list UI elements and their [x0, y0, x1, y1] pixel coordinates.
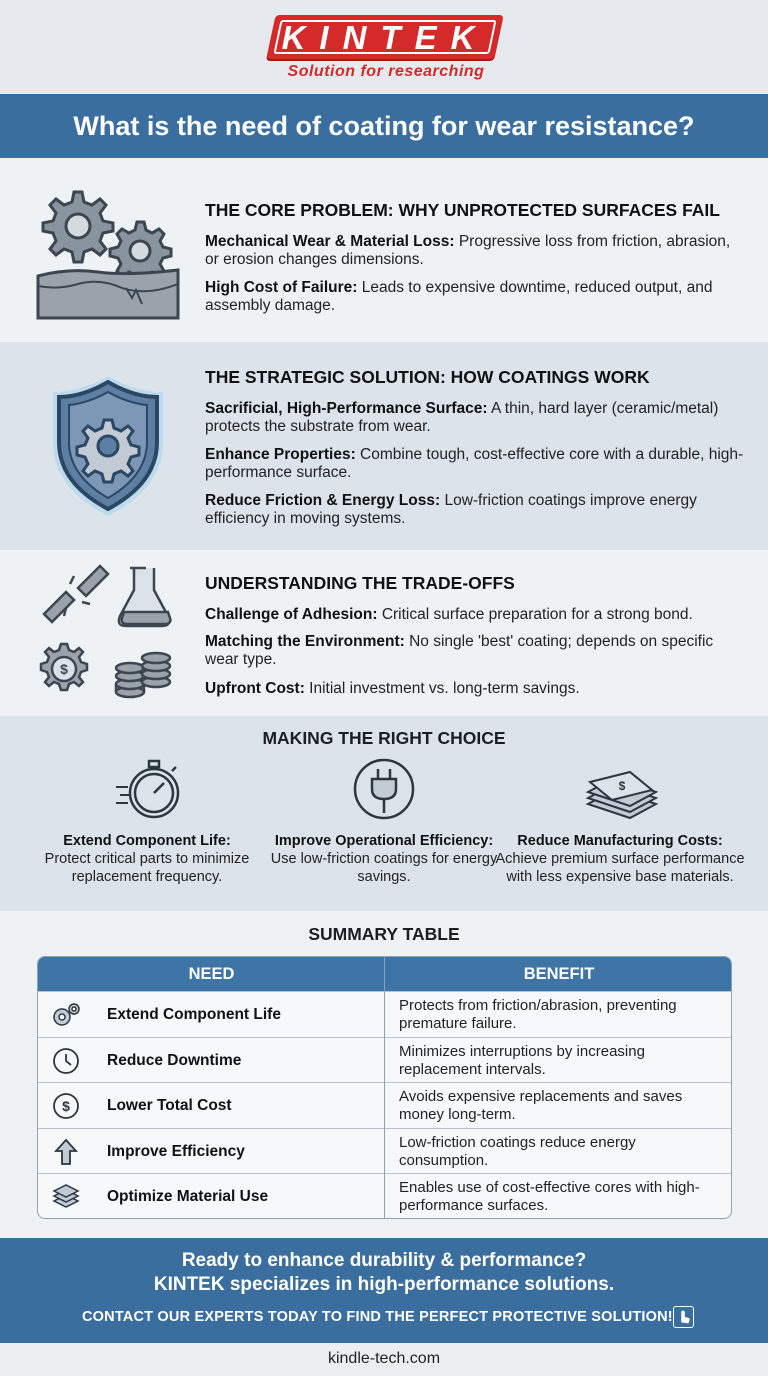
section-heading: THE STRATEGIC SOLUTION: HOW COATINGS WORK [205, 367, 650, 387]
choice-improve-efficiency: Improve Operational Efficiency: Use low-friction coatings for energy savings. [270, 833, 498, 885]
column-header-benefit: BENEFIT [523, 965, 595, 983]
website-link[interactable]: kindle-tech.com [0, 1343, 768, 1376]
point-text: Matching the Environment: No single 'best' coating; depends on specific wear type. [205, 633, 714, 668]
table-row [38, 1037, 732, 1083]
footer-line-1: Ready to enhance durability & performance? [181, 1250, 587, 1271]
point-text: Sacrificial, High-Performance Surface: A thin, hard layer (ceramic/metal) protects the substrate from wear. [205, 400, 719, 435]
section-heading: MAKING THE RIGHT CHOICE [262, 728, 506, 748]
point-text: Challenge of Adhesion: Critical surface preparation for a strong bond. [205, 606, 693, 623]
section-heading: UNDERSTANDING THE TRADE-OFFS [205, 573, 515, 593]
section-heading: THE CORE PROBLEM: WHY UNPROTECTED SURFACES FAIL [205, 200, 720, 220]
gears-wear-icon [34, 190, 182, 322]
point-text: Mechanical Wear & Material Loss: Progressive loss from friction, abrasion, or erosion changes dimensions. [205, 233, 731, 268]
benefit-cell: Enables use of cost-effective cores with high-performance surfaces. [399, 1179, 700, 1214]
hand-pointer-icon[interactable] [673, 1306, 694, 1328]
benefit-cell: Low-friction coatings reduce energy consumption. [399, 1133, 636, 1169]
need-cell: Reduce Downtime [107, 1051, 242, 1069]
dollar-icon [51, 1091, 81, 1121]
need-cell: Extend Component Life [107, 1006, 281, 1023]
title-bar [0, 94, 768, 158]
table-row [38, 1173, 732, 1219]
need-cell: Optimize Material Use [107, 1188, 269, 1205]
page-title: What is the need of coating for wear resistance? [73, 111, 695, 141]
shield-gear-icon [47, 372, 169, 520]
choice-extend-life: Extend Component Life: Protect critical parts to minimize replacement frequency. [44, 833, 250, 885]
money-stack-icon [584, 760, 658, 820]
section-heading: SUMMARY TABLE [308, 924, 460, 944]
header [0, 0, 768, 93]
table-header [38, 957, 732, 991]
gears-icon [51, 1000, 81, 1030]
svg-text:$: $ [62, 1098, 70, 1114]
table-row [38, 1082, 732, 1128]
table-row [38, 991, 732, 1037]
clock-icon [51, 1046, 81, 1076]
svg-text:$: $ [60, 661, 68, 677]
column-divider [384, 957, 385, 1219]
point-text: Reduce Friction & Energy Loss: Low-friction coatings improve energy efficiency in moving systems. [205, 492, 697, 527]
plug-icon [352, 757, 416, 821]
svg-text:$: $ [618, 779, 626, 793]
point-text: High Cost of Failure: Leads to expensive downtime, reduced output, and assembly damage. [205, 279, 713, 314]
footer-line-2: KINTEK specializes in high-performance solutions. [153, 1274, 615, 1295]
point-text: Enhance Properties: Combine tough, cost-effective core with a durable, high-performance surface. [205, 446, 744, 481]
tradeoffs-icon [38, 564, 178, 704]
need-cell: Lower Total Cost [107, 1097, 232, 1114]
benefit-cell: Minimizes interruptions by increasing replacement intervals. [399, 1042, 645, 1078]
need-cell: Improve Efficiency [107, 1142, 245, 1160]
arrow-up-icon [51, 1137, 81, 1167]
benefit-cell: Avoids expensive replacements and saves money long-term. [399, 1088, 683, 1123]
stopwatch-icon [112, 757, 184, 823]
column-header-need: NEED [188, 965, 235, 983]
choice-reduce-costs: Reduce Manufacturing Costs: Achieve premium surface performance with less expensive base materials. [495, 833, 745, 885]
table-row [38, 1128, 732, 1174]
point-text: Upfront Cost: Initial investment vs. long-term savings. [205, 680, 580, 697]
footer-cta-banner [0, 1238, 768, 1343]
benefit-cell: Protects from friction/abrasion, preventing premature failure. [399, 997, 677, 1032]
tagline: Solution for researching [287, 63, 485, 80]
contact-cta-link[interactable]: CONTACT OUR EXPERTS TODAY TO FIND THE PERFECT PROTECTIVE SOLUTION! [82, 1309, 673, 1325]
layers-icon [51, 1182, 81, 1212]
summary-table [37, 956, 732, 1219]
logo[interactable]: KINTEK [281, 19, 489, 56]
